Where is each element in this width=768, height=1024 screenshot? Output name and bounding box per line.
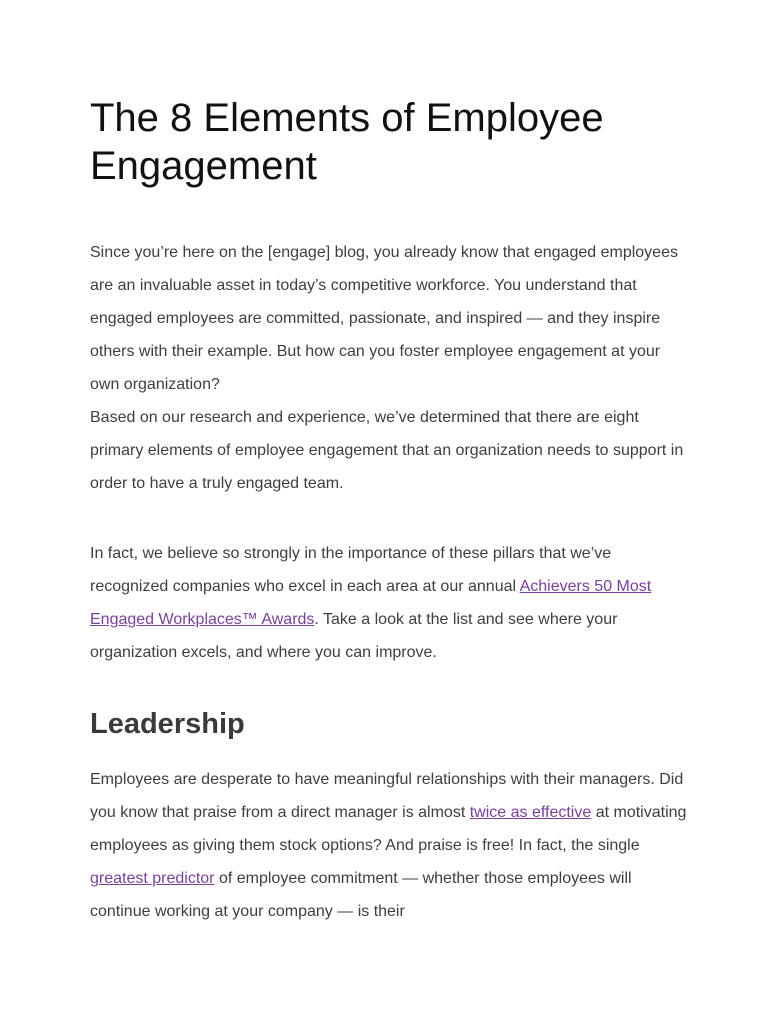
intro-paragraph: Since you’re here on the [engage] blog, you already know that engaged employees are an invaluable asset in today’s competitive workforce. You understand that engaged employees are committed, passionate, and inspired — and they inspire others with their example. But how can you foster employee engagement at your own organization? — [90, 244, 678, 393]
leadership-text-2: at motivating employees as giving them stock options? And praise is free! In fact, the single — [90, 804, 687, 854]
awards-text-before: In fact, we believe so strongly in the importance of these pillars that we’ve recognized companies who excel in each area at our annual — [90, 545, 612, 595]
research-paragraph: Based on our research and experience, we’ve determined that there are eight primary elements of employee engagement that an organization needs to support in order to have a truly engaged team. — [90, 409, 684, 492]
page-title: The 8 Elements of Employee Engagement — [90, 96, 604, 188]
leadership-paragraph — [90, 763, 690, 928]
awards-paragraph — [90, 537, 690, 669]
article — [90, 94, 690, 928]
section-heading-leadership: Leadership — [90, 708, 245, 740]
awards-text-after: . Take a look at the list and see where your organization excels, and where you can improve. — [90, 611, 618, 661]
greatest-predictor-link[interactable]: greatest predictor — [90, 870, 215, 887]
awards-link[interactable]: Achievers 50 Most Engaged Workplaces™ Awards — [90, 578, 652, 628]
twice-as-effective-link[interactable]: twice as effective — [469, 804, 592, 821]
leadership-text-1: Employees are desperate to have meaningful relationships with their managers. Did you know that praise from a direct manager is almost — [90, 771, 684, 821]
leadership-text-3: of employee commitment — whether those employees will continue working at your company — is their — [90, 870, 632, 920]
